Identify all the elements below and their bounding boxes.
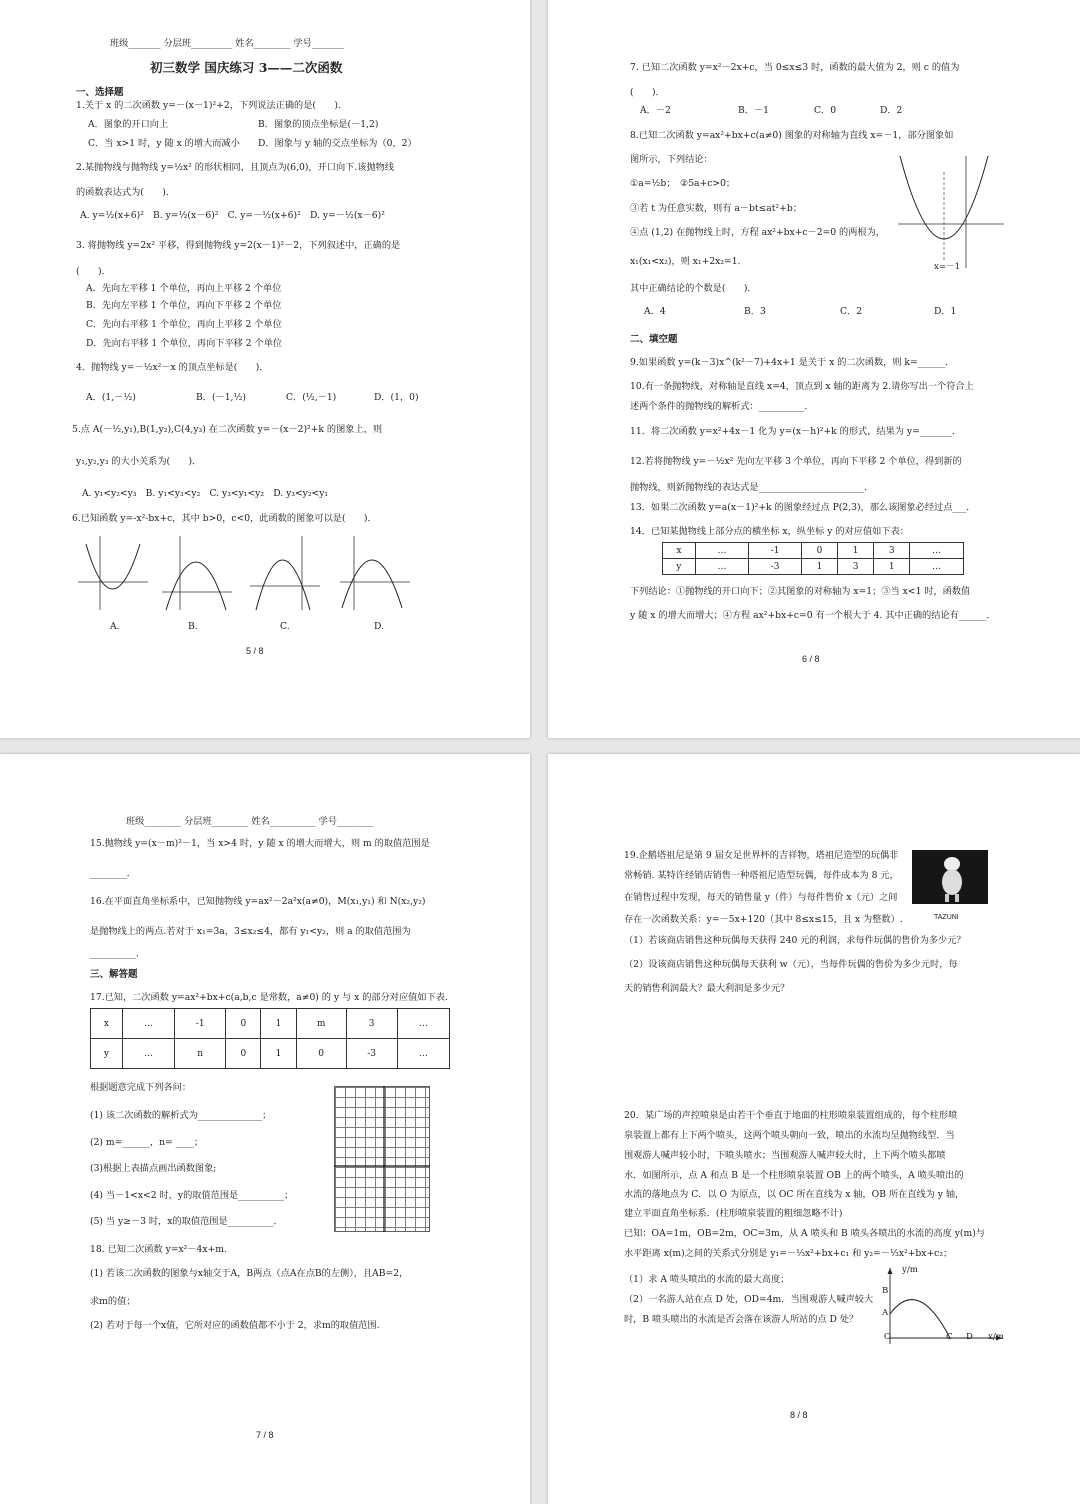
table-cell: -3 <box>346 1039 397 1069</box>
table-cell: … <box>397 1009 449 1039</box>
table-cell: 3 <box>838 559 874 575</box>
q1-option-c: C．当 x>1 时，y 随 x 的增大而减小 <box>88 138 240 149</box>
q4-option-c: C．(½,－1) <box>286 392 337 403</box>
page-number: 7 / 8 <box>256 1430 274 1440</box>
q7-option-b: B．－1 <box>738 105 769 116</box>
question-19: 19.企鹅塔祖尼是第 9 届女足世界杯的吉祥物，塔祖尼造型的玩偶非 <box>624 850 899 861</box>
q7-option-a: A．－2 <box>640 105 671 116</box>
student-info-header: 班级________ 分层班________ 姓名__________ 学号________ <box>126 816 374 827</box>
question-20-cont-7: 水平距离 x(m)之间的关系式分别是 y₁=－⅓x²+bx+c₁ 和 y₂=－⅓x²+bx+c₂； <box>624 1248 953 1259</box>
q17-value-table <box>90 1008 450 1069</box>
mascot-figure <box>912 850 988 904</box>
question-11: 11．将二次函数 y=x²+4x－1 化为 y=(x－h)²+k 的形式，结果为 y=_______． <box>630 426 962 437</box>
question-20-cont-6: 已知：OA=1m，OB=2m，OC=3m，从 A 喷头和 B 喷头各喷出的水流的高度 y(m)与 <box>624 1228 985 1239</box>
q1-option-a: A．图象的开口向上 <box>88 119 169 130</box>
fig-label-o: O <box>884 1332 892 1342</box>
table-cell: … <box>910 543 964 559</box>
q3-option-b: B．先向左平移 1 个单位，再向下平移 2 个单位 <box>86 300 282 311</box>
table-cell: y <box>91 1039 123 1069</box>
fig-label-a: A <box>882 1308 889 1318</box>
table-cell: 0 <box>226 1009 261 1039</box>
table-cell: … <box>122 1009 174 1039</box>
page-7 <box>0 754 530 1504</box>
q7-option-d: D．2 <box>880 105 903 116</box>
table-cell: -1 <box>749 543 802 559</box>
table-cell: 0 <box>296 1039 346 1069</box>
q8-option-c: C．2 <box>840 306 863 317</box>
fountain-figure <box>878 1268 1004 1344</box>
table-cell: 0 <box>226 1039 261 1069</box>
table-cell: 1 <box>838 543 874 559</box>
q6-label-b: B. <box>188 621 198 632</box>
question-15-cont: ________． <box>90 868 136 879</box>
question-3-cont: ( )． <box>76 266 111 277</box>
table-cell: 1 <box>261 1039 296 1069</box>
q6-label-c: C. <box>280 621 290 632</box>
table-cell: 1 <box>801 559 837 575</box>
table-cell: 3 <box>346 1009 397 1039</box>
page-number: 8 / 8 <box>790 1410 808 1420</box>
page-number: 5 / 8 <box>246 646 264 656</box>
question-14: 14．已知某抛物线上部分点的横坐标 x，纵坐标 y 的对应值如下表： <box>630 526 909 537</box>
q8-option-b: B．3 <box>744 306 766 317</box>
q8-conclusion-1-2: ①a=½b； ②5a+c>0； <box>630 178 736 189</box>
question-14-conclusions: 下列结论：①抛物线的开口向下；②其图象的对称轴为 x=1；③当 x<1 时，函数值 <box>630 586 971 597</box>
question-12: 12.若将抛物线 y=－½x² 先向左平移 3 个单位，再向下平移 2 个单位，得到新的 <box>630 456 962 467</box>
table-cell: -3 <box>749 559 802 575</box>
page-5 <box>0 0 530 738</box>
q8-option-a: A．4 <box>644 306 666 317</box>
q6-graph-b <box>162 534 234 612</box>
q6-graph-d <box>340 534 412 612</box>
question-20-cont-4: 水流的落地点为 C．以 O 为原点，以 OC 所在直线为 x 轴，OB 所在直线为 y 轴， <box>624 1189 965 1200</box>
table-cell: 3 <box>874 543 910 559</box>
question-8-cont: 图所示，下列结论： <box>630 154 713 165</box>
q18-part-1: (1) 若该二次函数的图象与x轴交于A，B两点（点A在点B的左侧），且AB=2， <box>90 1268 409 1279</box>
question-7-cont: ( )． <box>630 87 665 98</box>
q8-question: 其中正确结论的个数是( )． <box>630 283 757 294</box>
question-17: 17.已知，二次函数 y=ax²+bx+c(a,b,c 是常数，a≠0) 的 y 与 x 的部分对应值如下表. <box>90 992 448 1003</box>
page-number: 6 / 8 <box>802 654 820 664</box>
q6-label-a: A. <box>110 621 120 632</box>
q19-part-2: （2）设该商店销售这种玩偶每天获利 w（元），当每件玩偶的售价为多少元时，每 <box>624 959 958 970</box>
table-cell: x <box>91 1009 123 1039</box>
question-16-cont: 是抛物线上的两点.若对于 x₁=3a，3≤x₂≤4，都有 y₁<y₂，则 a 的取值范围为 <box>90 926 411 937</box>
question-20-cont-3: 水．如图所示，点 A 和点 B 是一个柱形喷泉装置 OB 上的两个喷头，A 喷头喷出的 <box>624 1170 964 1181</box>
question-20: 20．某广场的声控喷泉是由若干个垂直于地面的柱形喷泉装置组成的，每个柱形喷 <box>624 1110 958 1121</box>
q20-part-1: （1）求 A 喷头喷出的水流的最大高度； <box>624 1274 790 1285</box>
page-8 <box>548 754 1080 1504</box>
q19-part-1: （1）若该商店销售这种玩偶每天获得 240 元的利润，求每件玩偶的售价为多少元？ <box>624 935 966 946</box>
question-19-cont-2: 在销售过程中发现，每天的销售量 y（件）与每件售价 x（元）之间 <box>624 892 898 903</box>
page-6 <box>548 0 1080 738</box>
question-6: 6.已知函数 y=-x²-bx+c，其中 b>0，c<0，此函数的图象可以是( )． <box>72 513 377 524</box>
question-20-cont-1: 泉装置上都有上下两个喷头，这两个喷头朝向一致，喷出的水流均呈抛物线型．当 <box>624 1130 955 1141</box>
table-cell: … <box>910 559 964 575</box>
table-cell: -1 <box>175 1009 226 1039</box>
q18-part-2: (2) 若对于每一个x值，它所对应的函数值都不小于 2，求m的取值范围. <box>90 1320 380 1331</box>
q1-option-b: B．图象的顶点坐标是(－1,2) <box>258 119 379 130</box>
table-cell: m <box>296 1009 346 1039</box>
q7-option-c: C．0 <box>814 105 837 116</box>
q20-part-2: （2）一名游人站在点 D 处，OD=4m．当围观游人喊声较大 <box>624 1294 874 1305</box>
q20-part-2-cont: 时，B 喷头喷出的水流是否会落在该游人所站的点 D 处？ <box>624 1314 859 1325</box>
table-cell: 1 <box>261 1009 296 1039</box>
table-cell: … <box>122 1039 174 1069</box>
question-20-cont-2: 围观游人喊声较小时，下喷头喷水；当围观游人喊声较大时，上下两个喷头都喷 <box>624 1150 946 1161</box>
q17-part-2: (2) m=______，n= ____； <box>90 1137 204 1148</box>
q6-graph-a <box>78 534 150 612</box>
grid-axes <box>334 1086 430 1232</box>
question-16: 16.在平面直角坐标系中，已知抛物线 y=ax²－2a²x(a≠0)，M(x₁,y₁) 和 N(x₂,y₂) <box>90 896 426 907</box>
table-cell: n <box>175 1039 226 1069</box>
q1-option-d: D．图象与 y 轴的交点坐标为（0，2） <box>258 138 417 149</box>
table-cell: … <box>397 1039 449 1069</box>
question-14-conclusions-cont: y 随 x 的增大而增大；④方程 ax²+bx+c=0 有一个根大于 4. 其中正确的结论有______． <box>630 610 996 621</box>
fig-label-x: x/m <box>988 1332 1004 1342</box>
mascot-caption: TAZUNI <box>934 914 959 921</box>
q4-option-b: B．(－1,½) <box>196 392 246 403</box>
question-5-cont: y₁,y₂,y₃ 的大小关系为( )． <box>76 456 202 467</box>
table-cell: y <box>663 559 696 575</box>
question-5: 5.点 A(－½,y₁),B(1,y₂),C(4,y₃) 在二次函数 y=－(x－2)²+k 的图象上，则 <box>72 424 383 435</box>
table-cell: … <box>695 559 749 575</box>
question-19-cont-3: 存在一次函数关系：y=－5x+120（其中 8≤x≤15，且 x 为整数）. <box>624 914 903 925</box>
fig-label-y: y/m <box>902 1265 918 1275</box>
q2-options: A. y=½(x+6)² B. y=½(x－6)² C. y=－½(x+6)² D. y=－½(x－6)² <box>80 210 385 221</box>
question-2: 2.某抛物线与抛物线 y=½x² 的形状相同，且顶点为(6,0)，开口向下.该抛物线 <box>76 162 395 173</box>
question-8: 8.已知二次函数 y=ax²+bx+c(a≠0) 图象的对称轴为直线 x=－1，部分图象如 <box>630 130 954 141</box>
q8-conclusion-4: ④点 (1,2) 在抛物线上时，方程 ax²+bx+c－2=0 的两根为， <box>630 227 885 238</box>
question-13: 13．如果二次函数 y=a(x－1)²+k 的图象经过点 P(2,3)，那么该图象必经过点___． <box>630 502 976 513</box>
table-cell: 0 <box>801 543 837 559</box>
question-1: 1.关于 x 的二次函数 y=－(x－1)²+2，下列说法正确的是( )． <box>76 100 348 111</box>
q17-part-3: (3)根据上表描点画出函数图象; <box>90 1163 217 1174</box>
mascot-photo <box>912 850 988 904</box>
question-12-cont: 抛物线，则新抛物线的表达式是_______________________． <box>630 482 874 493</box>
question-9: 9.如果函数 y=(k－3)x^(k²－7)+4x+1 是关于 x 的二次函数，则 k=______． <box>630 357 955 368</box>
q5-options: A. y₁<y₂<y₃ B. y₁<y₃<y₂ C. y₃<y₁<y₂ D. y₃<y₂<y₁ <box>82 488 329 499</box>
q8-parabola-graph <box>898 152 1008 270</box>
page-title: 初三数学 国庆练习 3——二次函数 <box>150 60 343 75</box>
question-19-cont-1: 常畅销. 某特许经销店销售一种塔祖尼造型玩偶，每件成本为 8 元， <box>624 870 899 881</box>
student-info-header: 班级_______ 分层班_________ 姓名________ 学号_______ <box>110 38 344 49</box>
symmetry-axis-label: x=－1 <box>934 262 961 272</box>
q3-option-a: A．先向左平移 1 个单位，再向上平移 2 个单位 <box>86 283 282 294</box>
table-cell: x <box>663 543 696 559</box>
q6-graph-c <box>250 534 322 612</box>
q18-part-1-cont: 求m的值； <box>90 1296 136 1307</box>
table-cell: 1 <box>874 559 910 575</box>
question-20-cont-5: 建立平面直角坐标系．(柱形喷泉装置的粗细忽略不计) <box>624 1208 843 1219</box>
q4-option-a: A．(1,－½) <box>86 392 136 403</box>
fig-label-b: B <box>882 1286 889 1296</box>
q17-part-5: (5) 当 y≥－3 时，x的取值范围是__________． <box>90 1216 283 1227</box>
table-cell: … <box>695 543 749 559</box>
q17-part-1: (1) 该二次函数的解析式为______________； <box>90 1110 272 1121</box>
q17-part-4: (4) 当－1<x<2 时，y的取值范围是__________； <box>90 1190 294 1201</box>
q19-part-2-cont: 天的销售利润最大？最大利润是多少元？ <box>624 983 790 994</box>
q6-label-d: D. <box>374 621 384 632</box>
question-16-answer: __________． <box>90 948 146 959</box>
q8-conclusion-4-cont: x₁(x₁<x₂)，则 x₁+2x₂=1． <box>630 256 747 267</box>
q8-option-d: D．1 <box>934 306 957 317</box>
question-3: 3. 将抛物线 y=2x² 平移，得到抛物线 y=2(x－1)²－2，下列叙述中，正确的是 <box>76 240 401 251</box>
question-15: 15.抛物线 y=(x－m)²－1，当 x>4 时，y 随 x 的增大而增大，则 m 的取值范围是 <box>90 838 430 849</box>
fig-label-d: D <box>966 1332 973 1342</box>
question-10: 10.有一条抛物线，对称轴是直线 x=4，顶点到 x 轴的距离为 2.请你写出一个符合上 <box>630 381 974 392</box>
q4-option-d: D．(1，0) <box>374 392 419 403</box>
section-heading-fill: 二、填空题 <box>630 334 678 345</box>
question-7: 7. 已知二次函数 y=x²－2x+c，当 0≤x≤3 时，函数的最大值为 2，则 c 的值为 <box>630 62 960 73</box>
question-18: 18. 已知二次函数 y=x²－4x+m. <box>90 1244 227 1255</box>
q3-option-d: D．先向右平移 1 个单位，再向下平移 2 个单位 <box>86 338 283 349</box>
q14-value-table <box>662 542 964 575</box>
fig-label-c: C <box>946 1332 953 1342</box>
q3-option-c: C．先向右平移 1 个单位，再向上平移 2 个单位 <box>86 319 282 330</box>
section-heading-answer: 三、解答题 <box>90 969 138 980</box>
q8-conclusion-3: ③若 t 为任意实数，则有 a－bt≤at²+b； <box>630 203 802 214</box>
question-10-cont: 述两个条件的抛物线的解析式：__________． <box>630 401 814 412</box>
question-2-cont: 的函数表达式为( )． <box>76 187 176 198</box>
question-4: 4．抛物线 y=－½x²－x 的顶点坐标是( )． <box>76 362 269 373</box>
section-heading-choice: 一、选择题 <box>76 87 124 98</box>
q17-instruction: 根据题意完成下列各问： <box>90 1082 192 1093</box>
